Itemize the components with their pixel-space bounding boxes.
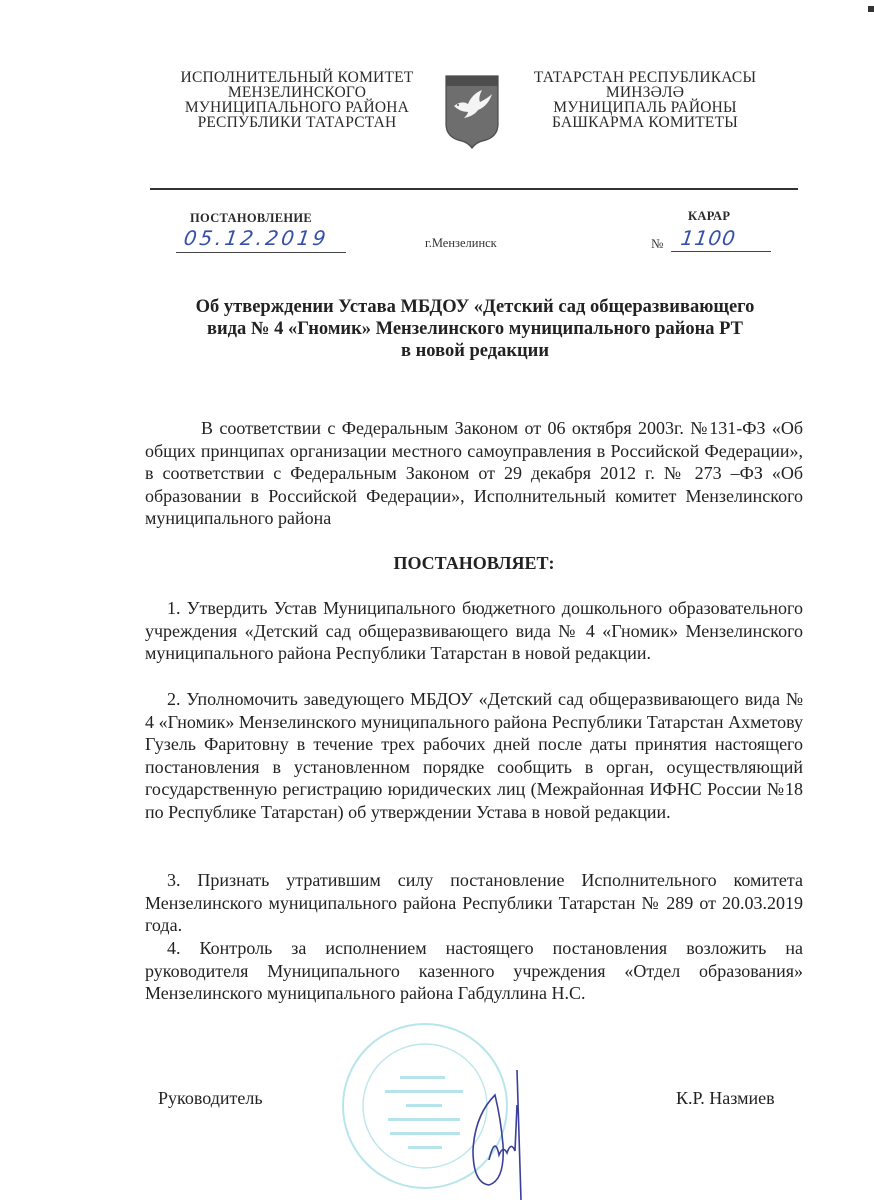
preamble-paragraph: В соответствии с Федеральным Законом от 06 октября 2003г. №131-ФЗ «Об общих принципах организации местного самоуправления в Российской Федерации», в соответствии с Федеральным Законом от 29 декабря 2012 г. № 273 –ФЗ «Об образовании в Российской Федерации», Исполнительный комитет Мензелинского муниципального района [145,418,803,529]
title-line: Об утверждении Устава МБДОУ «Детский сад общеразвивающего [195,297,755,317]
decree-item-1: 1. Утвердить Устав Муниципального бюджетного дошкольного образовательного учреждения «Детский сад общеразвивающего вида № 4 «Гномик» Мензелинского муниципального района Республики Татарстан в новой редакции. [145,598,803,664]
decree-item-4: 4. Контроль за исполнением настоящего постановления возложить на руководителя Муниципального казенного учреждения «Отдел образования» Мензелинского муниципального района Габдуллина Н.С. [145,938,803,1004]
signatory-name: К.Р. Назмиев [676,1088,775,1108]
decree-item-2: 2. Уполномочить заведующего МБДОУ «Детский сад общеразвивающего вида № 4 «Гномик» Мензелинского муниципального района Республики Татарстан Ахметову Гузель Фаритовну в течение трех рабочих дней после даты принятия настоящего постановления в установленном порядке сообщить в орган, осуществляющий государственную регистрацию юридических лиц (Межрайонная ИФНС России №18 по Республике Татарстан) об утверждении Устава в новой редакции. [145,689,803,822]
doc-type-tatar: КАРАР [688,209,731,223]
header-org-tatar [515,70,775,130]
decree-heading: ПОСТАНОВЛЯЕТ: [393,553,555,573]
header-org-russian [162,70,432,130]
header-divider [150,188,798,190]
handwritten-date: 05.12.2019 [182,226,331,250]
header-line: БАШКАРМА КОМИТЕТЫ [552,114,738,131]
city-label: г.Мензелинск [425,236,497,250]
decree-item-3: 3. Признать утратившим силу постановление Исполнительного комитета Мензелинского муниципального района Республики Татарстан № 289 от 20.03.2019 года. [145,870,803,936]
signatory-title: Руководитель [158,1088,263,1108]
document-number-field [651,226,771,252]
coat-of-arms-icon [442,72,502,150]
title-line: в новой редакции [401,341,549,361]
header-line: МЕНЗЕЛИНСКОГО [227,84,367,101]
handwritten-signature-icon [455,1065,545,1200]
header-line: МУНИЦИПАЛЬНОГО РАЙОНА [184,99,410,116]
document-title [150,296,800,362]
date-field [176,226,346,253]
header-line: ТАТАРСТАН РЕСПУБЛИКАСЫ [533,69,757,86]
doc-type-russian: ПОСТАНОВЛЕНИЕ [190,211,313,225]
header-line: РЕСПУБЛИКИ ТАТАРСТАН [197,114,397,131]
header-line: МИНЗӘЛӘ [605,84,685,101]
handwritten-number: 1100 [679,226,738,250]
number-underline [671,251,771,252]
number-sign: № [651,236,664,251]
scan-corner-mark [868,6,874,12]
header-line: ИСПОЛНИТЕЛЬНЫЙ КОМИТЕТ [180,69,414,86]
title-line: вида № 4 «Гномик» Мензелинского муниципального района РТ [206,319,744,339]
header-line: МУНИЦИПАЛЬ РАЙОНЫ [553,99,737,116]
